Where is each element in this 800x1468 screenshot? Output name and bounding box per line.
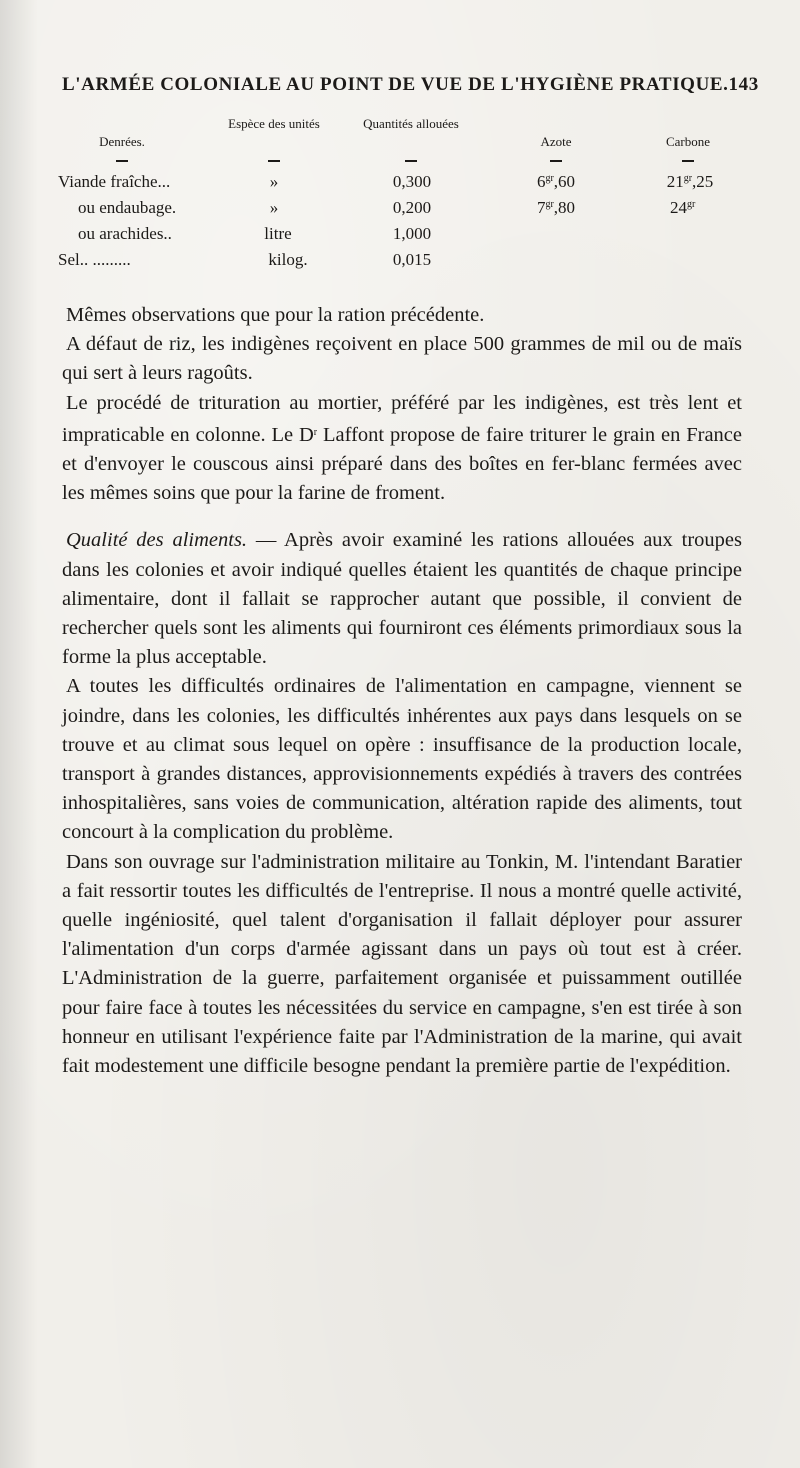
cell-azote: $6^{gr},60$ (536, 172, 576, 191)
header-rule (550, 160, 562, 162)
section-heading: Qualité des aliments. (66, 529, 248, 552)
cell-quantite: 0,300 (392, 172, 432, 191)
cell-quantite: 1,000 (392, 224, 432, 243)
body-text (62, 301, 742, 1081)
cell-espece: kilog. (268, 250, 308, 269)
paragraph: Dans son ouvrage sur l'administration militaire au Tonkin, M. l'intendant Baratier a fait ressortir toutes les difficultés de l'entreprise. Il nous a montré quelle activité, quelle ingéniosité, quel talent d'organisation il fallait déployer pour assurer l'alimentation d'un corps d'armée agissant dans un pays où tout est à créer. L'Administration de la guerre, parfaitement organisée et puissamment outillée pour faire face à toutes les nécessitées du service en campagne, s'en est tirée à son honneur en utilisant l'expérience faite par l'Administration de la marine, qui avait fait modestement une difficile besogne pendant la première partie de l'expédition. (62, 850, 742, 1078)
cell-carbone: $21^{gr},25$ (666, 172, 714, 191)
cell-espece: » (269, 198, 279, 217)
running-head (62, 74, 759, 96)
page-number: 143 (728, 74, 759, 95)
cell-denree: Viande fraîche... (58, 172, 171, 191)
ration-table (56, 116, 746, 286)
header-azote: Azote (540, 134, 572, 149)
paragraph: Mêmes observations que pour la ration précédente. (66, 304, 485, 326)
table-row (56, 250, 746, 274)
cell-espece: litre (264, 224, 292, 243)
header-rule (405, 160, 417, 162)
cell-quantite: 0,015 (392, 250, 432, 269)
cell-azote: $7^{gr},80$ (536, 198, 576, 217)
header-carbone: Carbone (665, 134, 711, 149)
cell-denree: ou endaubage. (78, 198, 177, 217)
paragraph: A défaut de riz, les indigènes reçoivent en place 500 grammes de mil ou de maïs qui sert à leurs ragoûts. (62, 333, 742, 385)
header-denrees: Denrées. (99, 134, 145, 149)
cell-carbone: $24^{gr}$ (670, 198, 696, 217)
header-espece: Espèce des unités (228, 116, 320, 131)
paragraph: Qualité des aliments. — Après avoir examiné les rations allouées aux troupes dans les colonies et avoir indiqué quelles étaient les quantités de chaque principe alimentaire, dont il fallait se rapprocher autant que possible, il convient de rechercher quels sont les aliments qui fourniront ces éléments primordiaux sous la forme la plus acceptable. (62, 529, 742, 669)
header-rule (268, 160, 280, 162)
header-rule (116, 160, 128, 162)
paragraph: Le procédé de trituration au mortier, préféré par les indigènes, est très lent et impraticable en colonne. Le $D^r$ Laffont propose de faire triturer le grain en France et d'envoyer le couscous ainsi préparé dans des boîtes en fer-blanc fermées avec les mêmes soins que pour la farine de froment. (62, 391, 742, 505)
cell-denree: ou arachides.. (78, 224, 172, 243)
page-gutter-shadow (0, 0, 38, 1468)
table-row (56, 172, 746, 196)
running-head-title: L'ARMÉE COLONIALE AU POINT DE VUE DE L'HYGIÈNE PRATIQUE. (62, 74, 729, 95)
paragraph: A toutes les difficultés ordinaires de l'alimentation en campagne, viennent se joindre, dans les colonies, les difficultés inhérentes aux pays dans lesquels on se trouve et au climat sous lequel on opère : insuffisance de la production locale, transport à grandes distances, approvisionnements expédiés à travers des contrées inhospitalières, sans voies de communication, altération rapide des aliments, tout concourt à la complication du problème. (62, 675, 742, 844)
cell-quantite: 0,200 (392, 198, 432, 217)
table-row (56, 198, 746, 222)
table-row (56, 224, 746, 248)
header-quantites: Quantités allouées (363, 116, 459, 131)
cell-espece: » (269, 172, 279, 191)
cell-denree: Sel.. ......... (58, 250, 131, 269)
header-rule (682, 160, 694, 162)
